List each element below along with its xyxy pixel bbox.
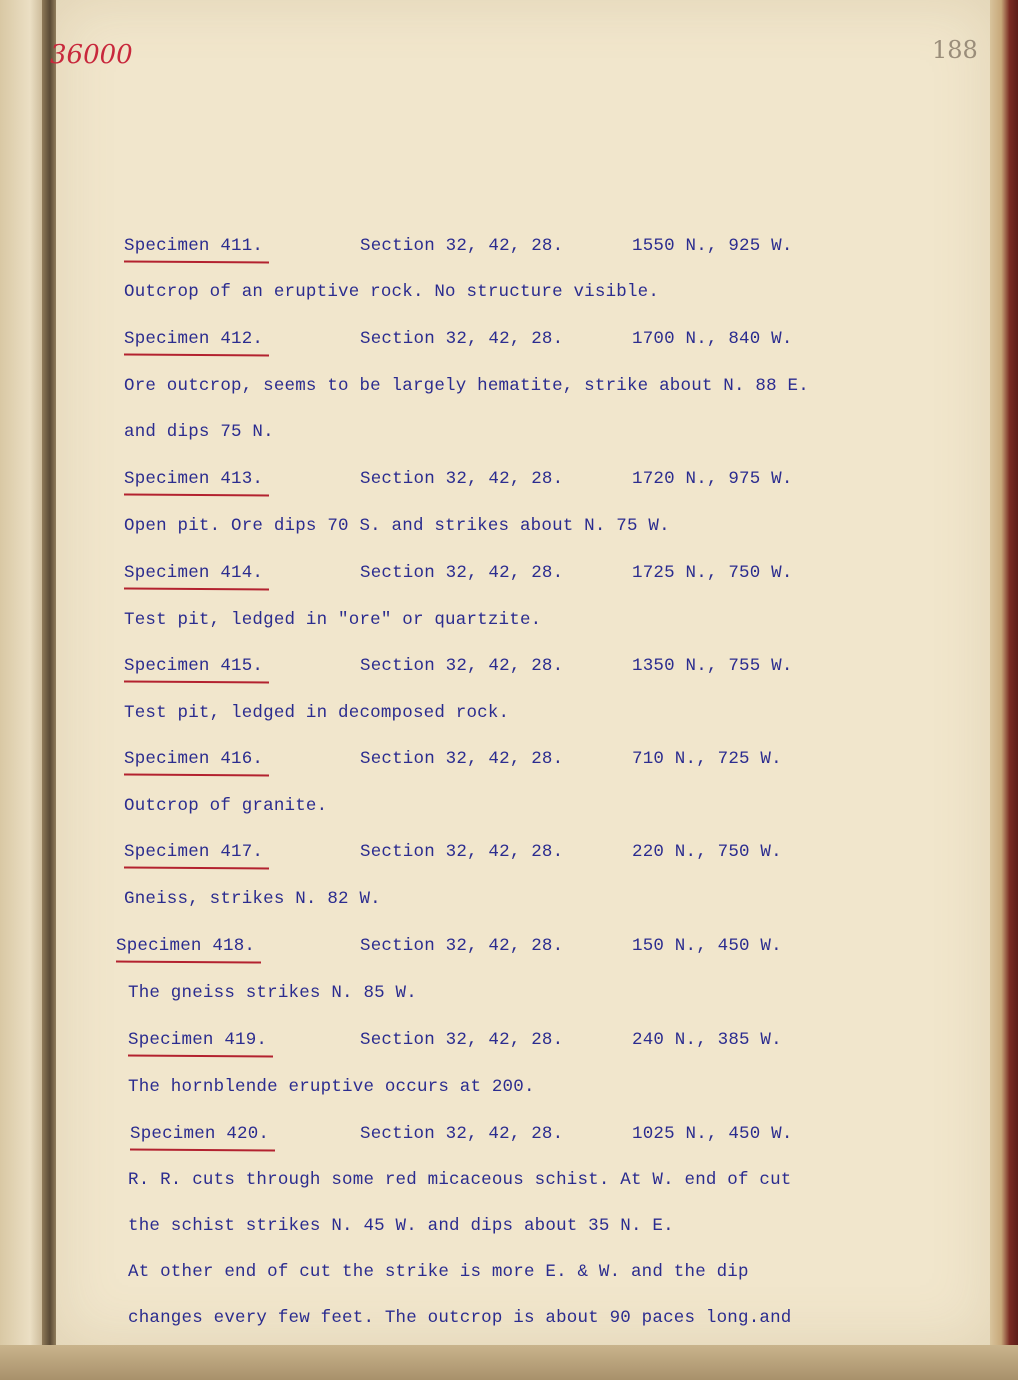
specimen-note-line: and dips 75 N. xyxy=(124,422,274,442)
specimen-label: Specimen 419. xyxy=(128,1030,268,1050)
location-coordinates: 1350 N., 755 W. xyxy=(632,656,793,676)
section-reference: Section 32, 42, 28. xyxy=(360,842,564,862)
specimen-note-line: Gneiss, strikes N. 82 W. xyxy=(124,889,381,909)
location-coordinates: 1700 N., 840 W. xyxy=(632,329,793,349)
location-coordinates: 1720 N., 975 W. xyxy=(632,469,793,489)
specimen-label: Specimen 416. xyxy=(124,749,264,769)
book-bottom-edge xyxy=(0,1345,1018,1380)
location-coordinates: 1725 N., 750 W. xyxy=(632,563,793,583)
specimen-note-line: At other end of cut the strike is more E. & W. and the dip xyxy=(128,1262,749,1282)
specimen-label: Specimen 414. xyxy=(124,563,264,583)
section-reference: Section 32, 42, 28. xyxy=(360,563,564,583)
specimen-note-line: Ore outcrop, seems to be largely hematite, strike about N. 88 E. xyxy=(124,376,809,396)
specimen-label: Specimen 418. xyxy=(116,936,256,956)
location-coordinates: 150 N., 450 W. xyxy=(632,936,782,956)
handwritten-annotation-number: 36000 xyxy=(50,40,133,70)
book-cover-edge xyxy=(990,0,1018,1345)
specimen-note-line: The gneiss strikes N. 85 W. xyxy=(128,983,417,1003)
specimen-label: Specimen 413. xyxy=(124,469,264,489)
specimen-label: Specimen 417. xyxy=(124,842,264,862)
specimen-label: Specimen 415. xyxy=(124,656,264,676)
specimen-note-line: Outcrop of an eruptive rock. No structure visible. xyxy=(124,282,660,302)
specimen-note-line: Test pit, ledged in decomposed rock. xyxy=(124,703,510,723)
specimen-note-line: R. R. cuts through some red micaceous schist. At W. end of cut xyxy=(128,1170,792,1190)
section-reference: Section 32, 42, 28. xyxy=(360,1124,564,1144)
section-reference: Section 32, 42, 28. xyxy=(360,749,564,769)
location-coordinates: 240 N., 385 W. xyxy=(632,1030,782,1050)
specimen-note-line: The hornblende eruptive occurs at 200. xyxy=(128,1077,535,1097)
location-coordinates: 220 N., 750 W. xyxy=(632,842,782,862)
section-reference: Section 32, 42, 28. xyxy=(360,1030,564,1050)
location-coordinates: 710 N., 725 W. xyxy=(632,749,782,769)
specimen-note-line: Test pit, ledged in "ore" or quartzite. xyxy=(124,610,542,630)
section-reference: Section 32, 42, 28. xyxy=(360,656,564,676)
section-reference: Section 32, 42, 28. xyxy=(360,936,564,956)
specimen-note-line: changes every few feet. The outcrop is about 90 paces long.and xyxy=(128,1308,792,1328)
specimen-note-line: Open pit. Ore dips 70 S. and strikes about N. 75 W. xyxy=(124,516,670,536)
location-coordinates: 1025 N., 450 W. xyxy=(632,1124,793,1144)
specimen-label: Specimen 420. xyxy=(130,1124,270,1144)
section-reference: Section 32, 42, 28. xyxy=(360,329,564,349)
specimen-label: Specimen 412. xyxy=(124,329,264,349)
section-reference: Section 32, 42, 28. xyxy=(360,469,564,489)
specimen-label: Specimen 411. xyxy=(124,236,264,256)
section-reference: Section 32, 42, 28. xyxy=(360,236,564,256)
page-number: 188 xyxy=(932,36,978,64)
location-coordinates: 1550 N., 925 W. xyxy=(632,236,793,256)
specimen-note-line: the schist strikes N. 45 W. and dips about 35 N. E. xyxy=(128,1216,674,1236)
specimen-note-line: Outcrop of granite. xyxy=(124,796,328,816)
